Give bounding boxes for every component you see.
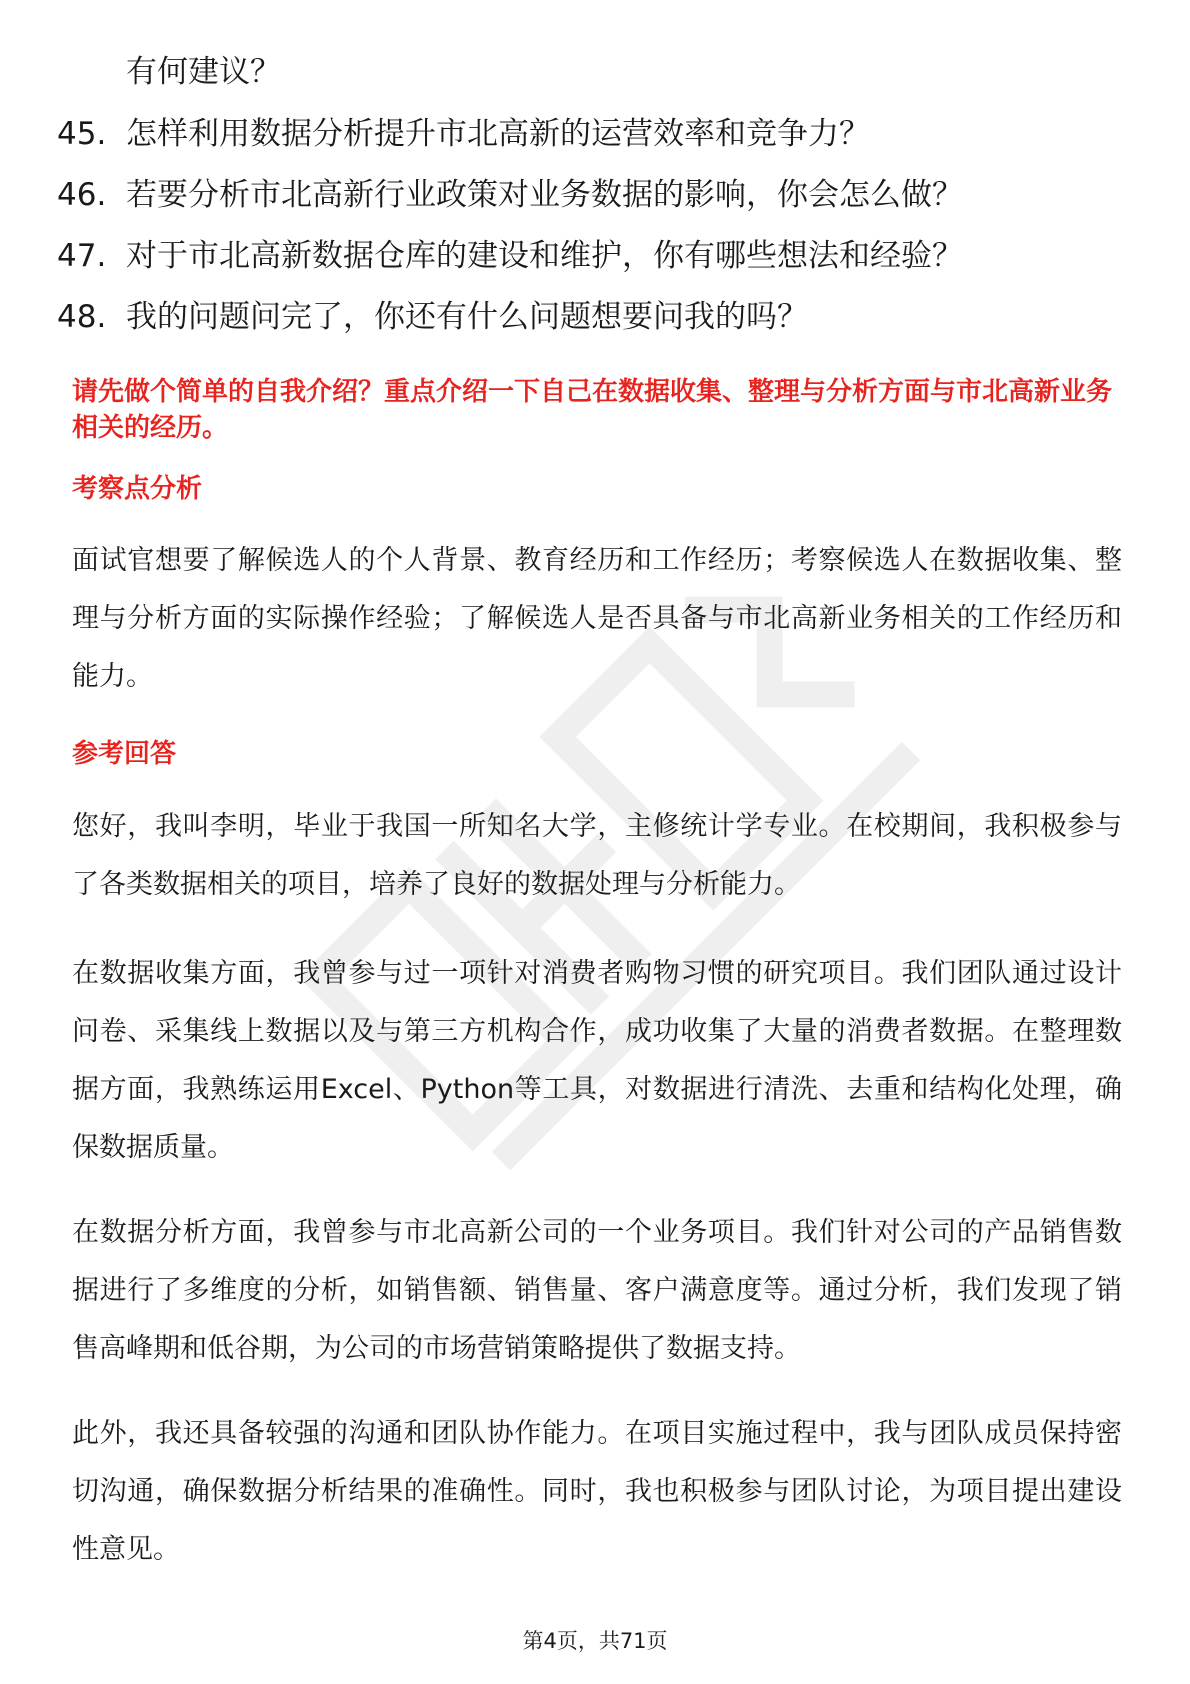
question-number: 47. bbox=[57, 238, 107, 274]
list-item bbox=[57, 234, 1147, 295]
analysis-paragraph: 面试官想要了解候选人的个人背景、教育经历和工作经历；考察候选人在数据收集、整理与分析方面的实际操作经验；了解候选人是否具备与市北高新业务相关的工作经历和能力。 bbox=[72, 545, 1122, 692]
question-number: 46. bbox=[57, 177, 107, 213]
answer-paragraph: 在数据分析方面，我曾参与市北高新公司的一个业务项目。我们针对公司的产品销售数据进行了多维度的分析，如销售额、销售量、客户满意度等。通过分析，我们发现了销售高峰期和低谷期，为公司的市场营销策略提供了数据支持。 bbox=[72, 1217, 1122, 1364]
answer-paragraph: 您好，我叫李明，毕业于我国一所知名大学，主修统计学专业。在校期间，我积极参与了各类数据相关的项目，培养了良好的数据处理与分析能力。 bbox=[72, 811, 1122, 900]
answer-paragraph: 在数据收集方面，我曾参与过一项针对消费者购物习惯的研究项目。我们团队通过设计问卷、采集线上数据以及与第三方机构合作，成功收集了大量的消费者数据。在整理数据方面，我熟练运用Excel、Python等工具，对数据进行清洗、去重和结构化处理，确保数据质量。 bbox=[72, 958, 1122, 1163]
analysis-heading: 考察点分析 bbox=[72, 474, 203, 504]
question-text: 对于市北高新数据仓库的建设和维护，你有哪些想法和经验？ bbox=[126, 238, 963, 274]
page-number: 第4页，共71页 bbox=[522, 1629, 668, 1653]
list-item bbox=[57, 112, 1147, 173]
answer-paragraph: 此外，我还具备较强的沟通和团队协作能力。在项目实施过程中，我与团队成员保持密切沟通，确保数据分析结果的准确性。同时，我也积极参与团队讨论，为项目提出建设性意见。 bbox=[72, 1418, 1122, 1565]
list-item bbox=[57, 295, 1147, 356]
interview-question-heading: 请先做个简单的自我介绍？重点介绍一下自己在数据收集、整理与分析方面与市北高新业务相关的经历。 bbox=[72, 377, 1113, 443]
question-text: 怎样利用数据分析提升市北高新的运营效率和竞争力？ bbox=[126, 116, 870, 152]
question-number: 48. bbox=[57, 299, 107, 335]
question-text: 若要分析市北高新行业政策对业务数据的影响，你会怎么做？ bbox=[126, 177, 963, 213]
question-continuation: 有何建议？ bbox=[126, 54, 281, 90]
question-number: 45. bbox=[57, 116, 107, 152]
answer-heading: 参考回答 bbox=[72, 739, 177, 769]
question-text: 我的问题问完了，你还有什么问题想要问我的吗？ bbox=[126, 299, 808, 335]
question-list bbox=[57, 112, 1147, 356]
list-item bbox=[57, 173, 1147, 234]
